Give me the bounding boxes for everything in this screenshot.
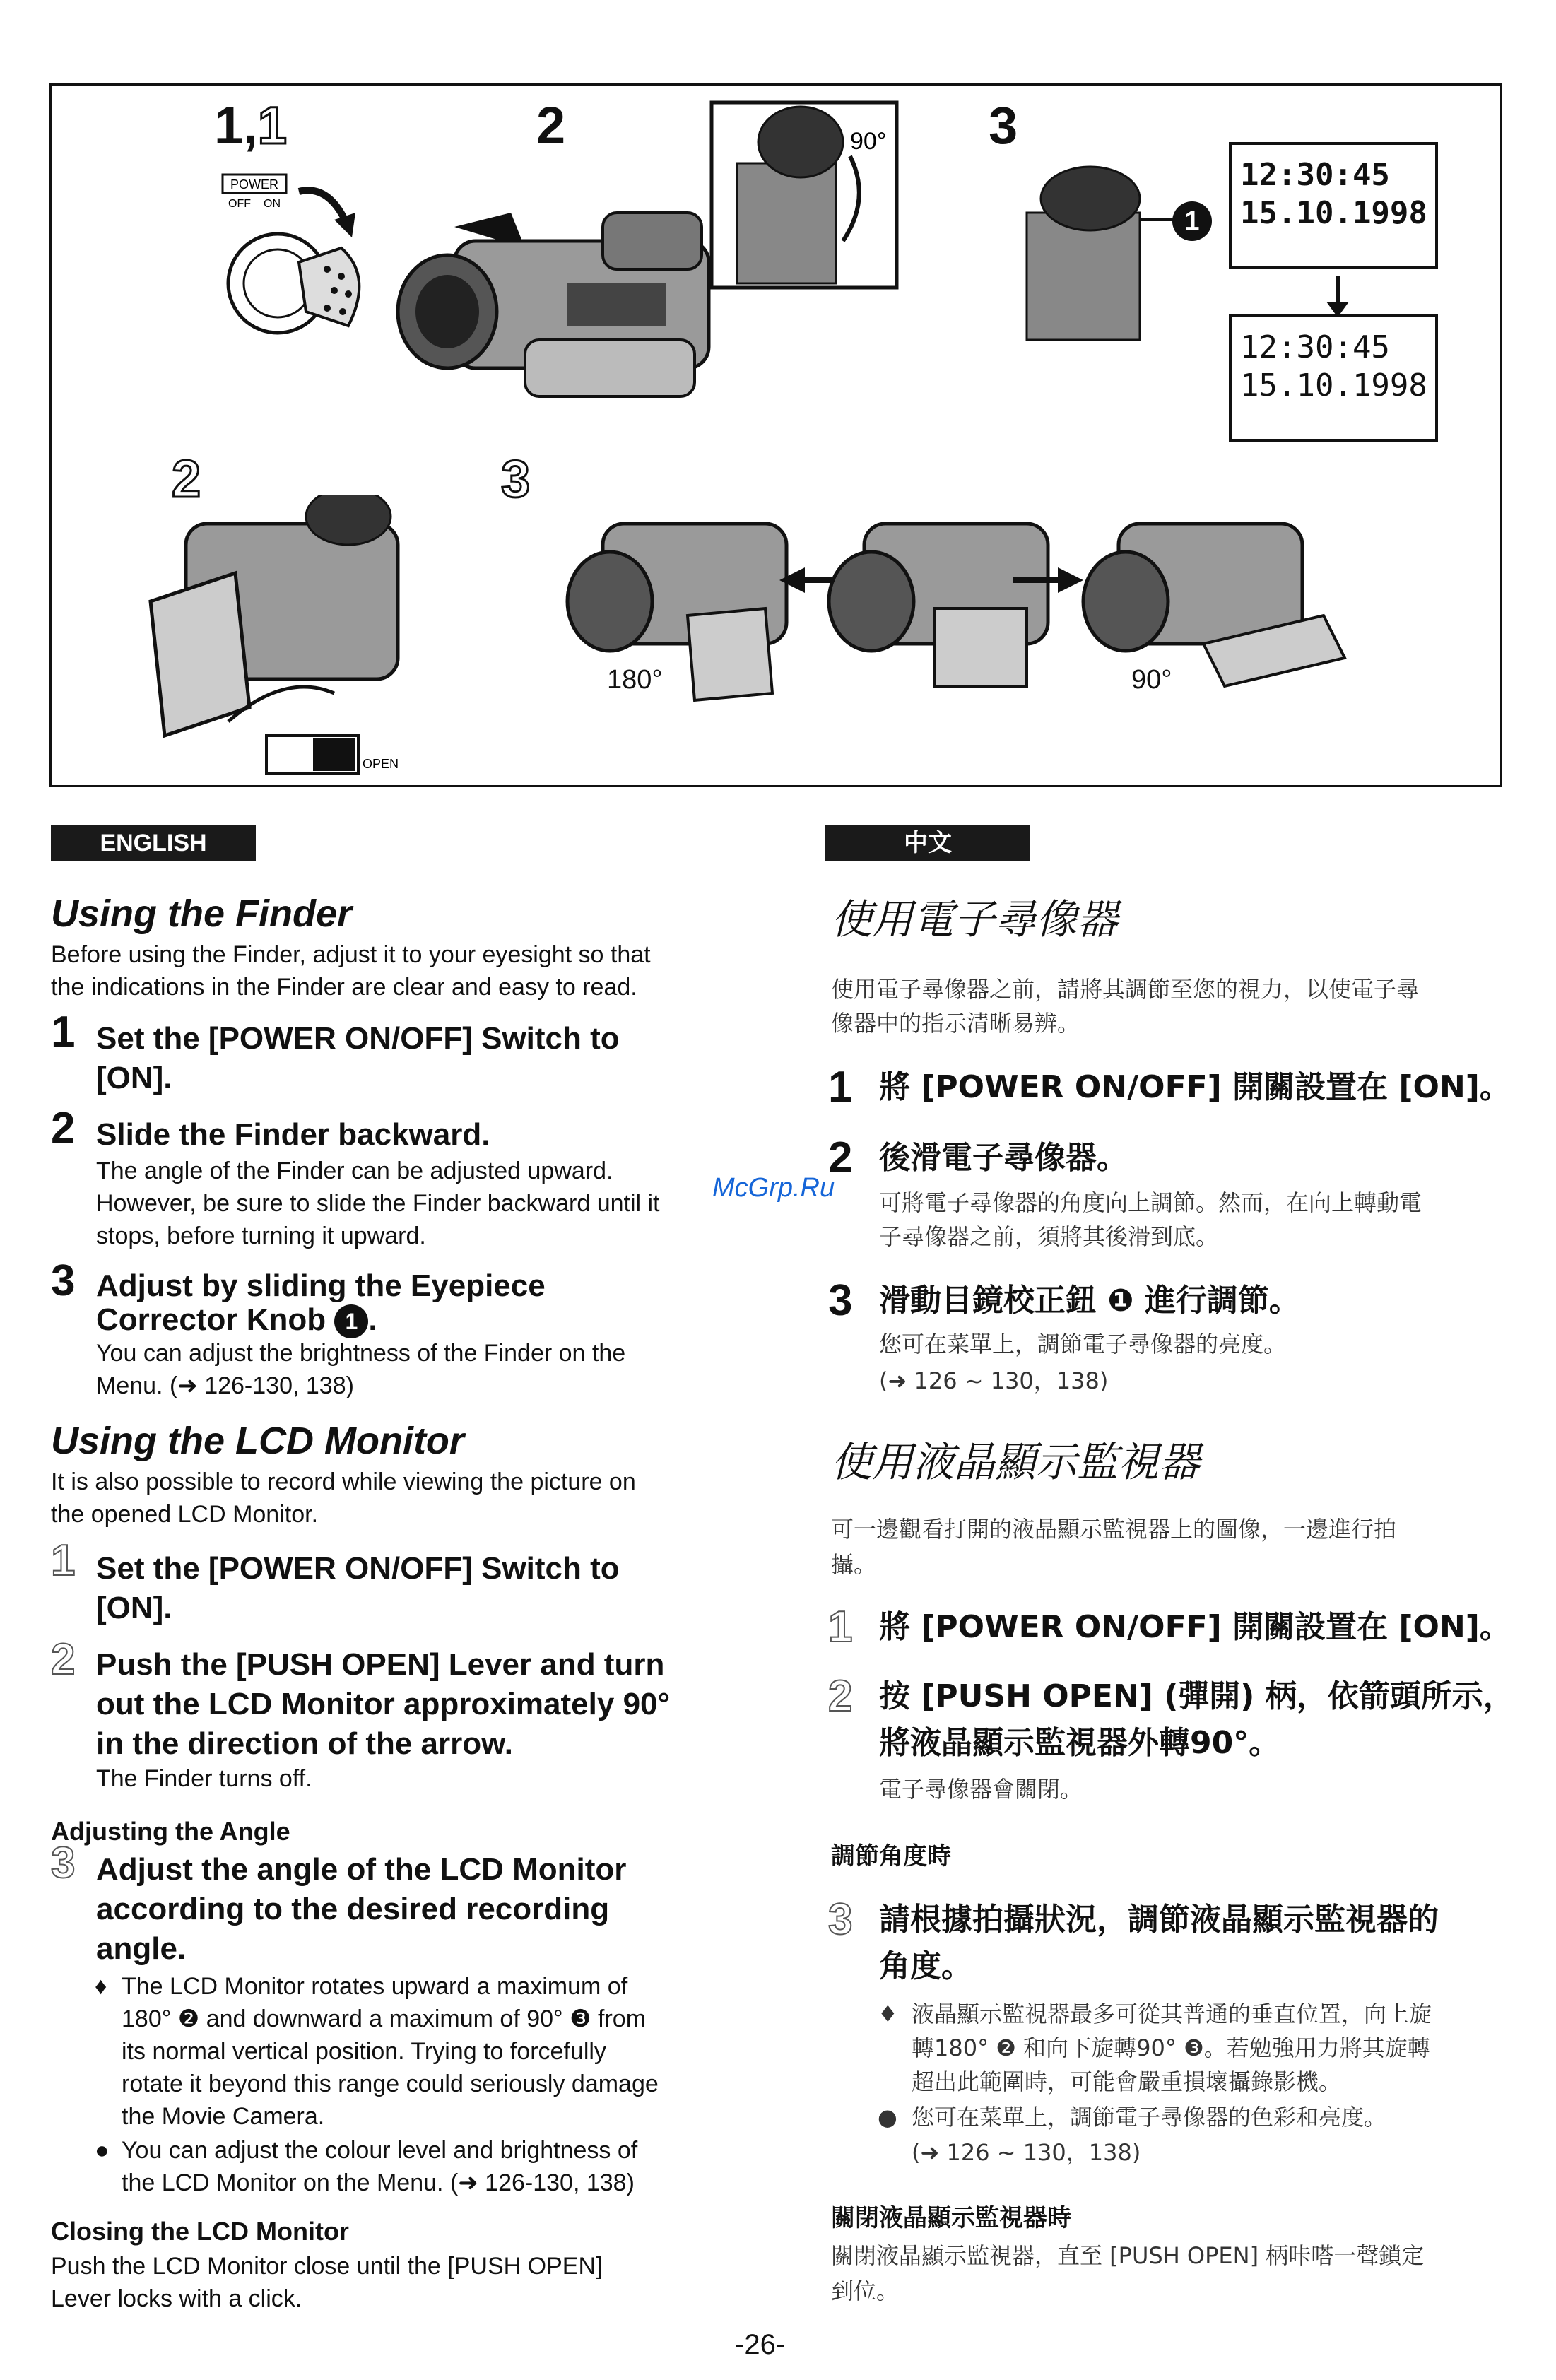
finder-display-before: [1229, 142, 1438, 269]
lcd-step-2-line-1: Push the [PUSH OPEN] Lever and turn: [96, 1647, 665, 1682]
power-switch-label: POWER: [230, 177, 279, 192]
finder-step-2-body-2: However, be sure to slide the Finder backward until it: [96, 1190, 660, 1217]
finder-step-3-number: 3: [51, 1256, 76, 1305]
zh-step-1: 將 [POWER ON/OFF] 開關設置在 [ON]。: [879, 1069, 1511, 1105]
arrow-right-icon: [1013, 566, 1083, 594]
angle-bullet-2-line-2: the LCD Monitor on the Menu. (➜ 126-130, 138): [122, 2169, 635, 2196]
lcd-step-2-line-2: out the LCD Monitor approximately 90°: [96, 1687, 671, 1721]
lcd-heading: Using the LCD Monitor: [51, 1420, 464, 1462]
zh-bullet-1-line-2: 轉180° ❷ 和向下旋轉90° ❸。若勉強用力將其旋轉: [912, 2034, 1430, 2061]
zh-lcd-intro-2: 攝。: [831, 1551, 877, 1578]
lcd-angle-180-label: 180°: [607, 665, 663, 695]
figure-step-2-lcd: 2: [172, 449, 201, 508]
zh-finder-intro-1: 使用電子尋像器之前，請將其調節至您的視力，以使電子尋: [831, 976, 1420, 1003]
lcd-step-1-line-1: Set the [POWER ON/OFF] Switch to: [96, 1551, 620, 1586]
camcorder-lcd-closed-icon: [822, 495, 1076, 707]
zh-step-2-body-1: 可將電子尋像器的角度向上調節。然而，在向上轉動電: [879, 1189, 1422, 1216]
illustration-panel: [49, 83, 1502, 787]
zh-lcd-step-2-body: 電子尋像器會關閉。: [879, 1776, 1083, 1803]
language-tag-chinese: 中文: [825, 825, 1030, 861]
lcd-step-3-line-1: Adjust the angle of the LCD Monitor: [96, 1852, 627, 1887]
figure-step-3-lcd: 3: [501, 449, 531, 508]
angle-bullet-1-line-3: its normal vertical position. Trying to forcefully: [122, 2038, 606, 2065]
closing-lcd-subheading: Closing the LCD Monitor: [51, 2217, 349, 2246]
finder-step-1-number: 1: [51, 1008, 76, 1056]
zh-bullet-1-line-1: 液晶顯示監視器最多可從其普通的垂直位置，向上旋: [912, 2001, 1432, 2027]
zh-closing-line-1: 關閉液晶顯示監視器，直至 [PUSH OPEN] 柄咔嗒一聲鎖定: [831, 2242, 1425, 2269]
figure-step-2: 2: [536, 96, 566, 155]
zh-step-3: 滑動目鏡校正鈕 ❶ 進行調節。: [879, 1283, 1300, 1319]
zh-lcd-step-1: 將 [POWER ON/OFF] 開關設置在 [ON]。: [879, 1609, 1511, 1645]
zh-bullet-2-line-1: 您可在菜單上，調節電子尋像器的色彩和亮度。: [912, 2104, 1387, 2131]
zh-step-2: 後滑電子尋像器。: [879, 1140, 1128, 1176]
finder-step-1-line-1: Set the [POWER ON/OFF] Switch to: [96, 1021, 620, 1056]
finder-display-after: [1229, 314, 1438, 442]
zh-lcd-step-3-number: 3: [828, 1895, 853, 1944]
finder-step-3-body-2: Menu. (➜ 126-130, 138): [96, 1372, 354, 1399]
finder-step-2-number: 2: [51, 1104, 76, 1153]
push-open-label: OPEN: [363, 757, 399, 771]
lcd-step-1-line-2: [ON].: [96, 1591, 172, 1625]
figure-step-3: 3: [989, 96, 1018, 155]
adjusting-angle-subheading: Adjusting the Angle: [51, 1817, 290, 1846]
angle-bullet-2-mark: ●: [95, 2137, 110, 2164]
finder-step-3-body-1: You can adjust the brightness of the Finder on the: [96, 1340, 626, 1367]
camcorder-finder-icon: [370, 170, 751, 411]
lcd-step-3-line-3: angle.: [96, 1931, 187, 1966]
lcd-intro-line-1: It is also possible to record while viewing the picture on: [51, 1468, 636, 1495]
zh-adjusting-angle-subheading: 調節角度時: [831, 1842, 951, 1871]
zh-finder-heading: 使用電子尋像器: [831, 895, 1119, 943]
zh-lcd-step-2-number: 2: [828, 1672, 853, 1721]
zh-lcd-intro-1: 可一邊觀看打開的液晶顯示監視器上的圖像，一邊進行拍: [831, 1516, 1397, 1543]
power-switch-on-label: ON: [264, 198, 281, 210]
corrector-knob-callout: 1: [334, 1304, 368, 1338]
lcd-step-2-line-3: in the direction of the arrow.: [96, 1726, 513, 1761]
finder-heading: Using the Finder: [51, 892, 353, 935]
finder-step-2-body-3: stops, before turning it upward.: [96, 1223, 426, 1249]
zh-step-3-number: 3: [828, 1276, 853, 1325]
watermark: McGrp.Ru: [712, 1173, 835, 1203]
language-tag-english: ENGLISH: [51, 825, 256, 861]
zh-bullet-2-line-2: (➜ 126 ~ 130，138): [912, 2139, 1141, 2166]
angle-bullet-1-line-4: rotate it beyond this range could seriously damage: [122, 2070, 659, 2097]
finder-step-1-line-2: [ON].: [96, 1061, 172, 1095]
page-number: -26-: [735, 2329, 786, 2360]
finder-intro-line-2: the indications in the Finder are clear and easy to read.: [51, 974, 637, 1001]
zh-bullet-2-mark: ●: [878, 2104, 897, 2131]
lcd-step-3-line-2: according to the desired recording: [96, 1892, 610, 1926]
closing-lcd-line-1: Push the LCD Monitor close until the [PUSH OPEN]: [51, 2253, 603, 2280]
zh-lcd-step-3-line-1: 請根據拍攝狀況，調節液晶顯示監視器的: [879, 1902, 1439, 1938]
finder-tilt-inset-icon: [709, 100, 900, 312]
display-date-after: 15.10.1998: [1240, 367, 1427, 403]
lcd-step-1-number: 1: [51, 1536, 76, 1585]
lcd-step-2-number: 2: [51, 1635, 76, 1684]
figure-step-1: 1,1: [214, 96, 287, 155]
lcd-step-2-body: The Finder turns off.: [96, 1765, 312, 1792]
lcd-intro-line-2: the opened LCD Monitor.: [51, 1501, 319, 1528]
angle-bullet-1-line-1: The LCD Monitor rotates upward a maximum of: [122, 1973, 628, 2000]
zh-bullet-1-mark: ♦: [878, 2001, 898, 2027]
zh-lcd-step-2-line-1: 按 [PUSH OPEN] (彈開) 柄，依箭頭所示，: [879, 1678, 1514, 1714]
zh-finder-intro-2: 像器中的指示清晰易辨。: [831, 1010, 1080, 1037]
zh-lcd-heading: 使用液晶顯示監視器: [831, 1438, 1201, 1486]
callout-corrector-knob: 1: [1172, 201, 1212, 241]
arrow-down-icon: [1324, 276, 1352, 319]
zh-step-3-body-2: (➜ 126 ~ 130，138): [879, 1367, 1109, 1394]
zh-step-2-body-2: 子尋像器之前，須將其後滑到底。: [879, 1223, 1219, 1250]
finder-step-3-line-2: Corrector Knob 1 .: [96, 1300, 377, 1340]
zh-step-1-number: 1: [828, 1063, 853, 1112]
camcorder-lcd-180-icon: [560, 495, 829, 707]
finder-step-2-title: Slide the Finder backward.: [96, 1117, 490, 1152]
zh-step-3-body-1: 您可在菜單上，調節電子尋像器的亮度。: [879, 1331, 1287, 1357]
finder-step-3-line-1: Adjust by sliding the Eyepiece: [96, 1268, 546, 1303]
finder-intro-line-1: Before using the Finder, adjust it to your eyesight so that: [51, 941, 651, 968]
eyepiece-corrector-icon: [1020, 163, 1203, 347]
zh-lcd-step-2-line-2: 將液晶顯示監視器外轉90°。: [879, 1725, 1280, 1761]
finder-angle-label: 90°: [850, 128, 887, 155]
lcd-angle-90-label: 90°: [1131, 665, 1172, 695]
display-time-after: 12:30:45: [1240, 329, 1390, 365]
camcorder-lcd-90-icon: [1076, 495, 1359, 707]
angle-bullet-1-line-5: the Movie Camera.: [122, 2103, 325, 2130]
closing-lcd-line-2: Lever locks with a click.: [51, 2285, 302, 2312]
display-date-before: 15.10.1998: [1240, 195, 1427, 231]
zh-step-2-number: 2: [828, 1133, 853, 1182]
display-time-before: 12:30:45: [1240, 157, 1390, 193]
zh-closing-subheading: 關閉液晶顯示監視器時: [831, 2204, 1071, 2232]
angle-bullet-1-line-2: 180° ❷ and downward a maximum of 90° ❸ from: [122, 2005, 647, 2032]
lcd-step-3-number: 3: [51, 1839, 76, 1887]
push-open-lever-icon: [264, 721, 426, 778]
angle-bullet-2-line-1: You can adjust the colour level and brightness of: [122, 2137, 638, 2164]
finder-step-2-body-1: The angle of the Finder can be adjusted upward.: [96, 1157, 613, 1184]
power-switch-off-label: OFF: [228, 198, 251, 210]
zh-lcd-step-1-number: 1: [828, 1603, 853, 1651]
zh-bullet-1-line-3: 超出此範圍時，可能會嚴重損壞攝錄影機。: [912, 2068, 1342, 2095]
angle-bullet-1-mark: ♦: [95, 1973, 107, 2000]
zh-closing-line-2: 到位。: [831, 2278, 900, 2304]
zh-lcd-step-3-line-2: 角度。: [879, 1948, 972, 1984]
